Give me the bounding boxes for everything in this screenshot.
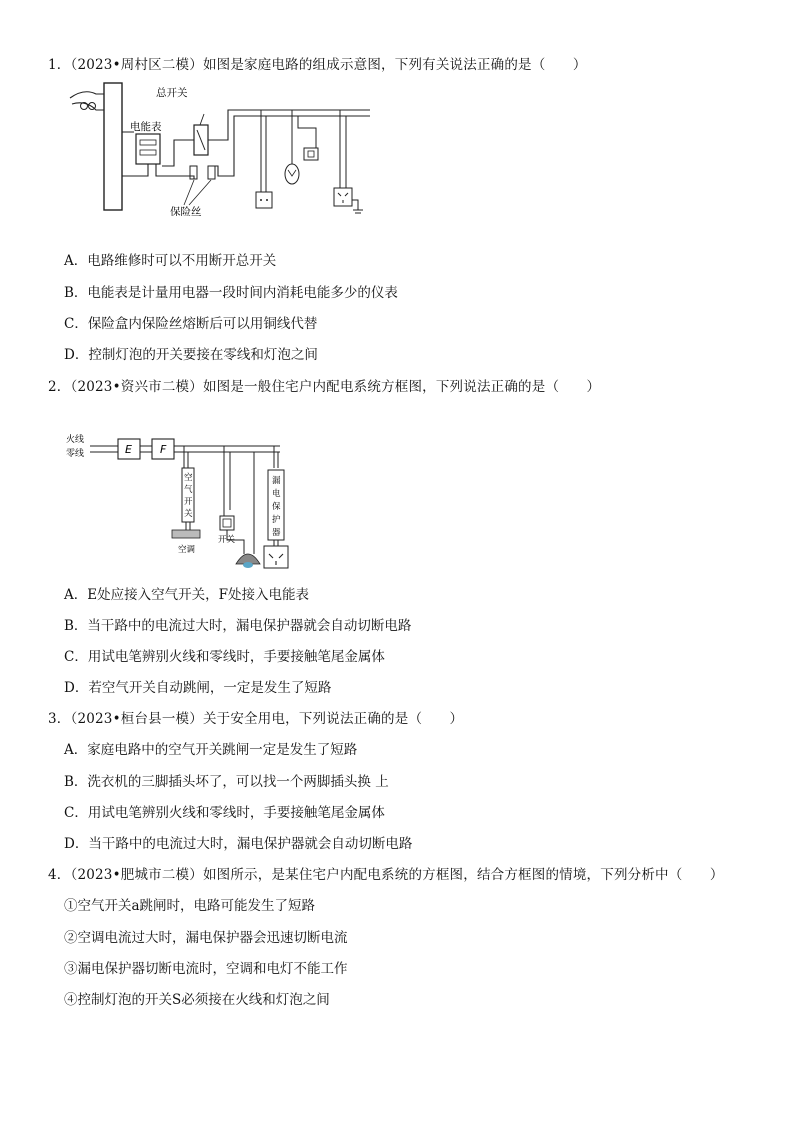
q1-option-a: A．电路维修时可以不用断开总开关: [64, 253, 277, 269]
q3-option-c: C．用试电笔辨别火线和零线时，手要接触笔尾金属体: [64, 805, 385, 821]
svg-text:E: E: [125, 443, 132, 456]
svg-text:漏: 漏: [272, 476, 281, 486]
q2-option-d: D．若空气开关自动跳闸，一定是发生了短路: [64, 680, 332, 696]
switch-label: 开关: [218, 535, 236, 545]
aircon-unit: [172, 530, 200, 538]
q3-option-d: D．当干路中的电流过大时，漏电保护器就会自动切断电路: [64, 836, 413, 852]
svg-text:保: 保: [272, 502, 281, 512]
svg-text:气: 气: [184, 485, 193, 495]
q1-option-b: B．电能表是计量用电器一段时间内消耗电能多少的仪表: [64, 285, 398, 301]
aircon-label: 空调: [178, 545, 196, 555]
distribution-block-diagram: [64, 430, 304, 580]
q4-statement-4: ④控制灯泡的开关S必须接在火线和灯泡之间: [64, 992, 330, 1008]
fuse-label: 保险丝: [170, 206, 202, 216]
light-bulb: [285, 164, 299, 184]
svg-text:关: 关: [184, 509, 193, 519]
energy-meter: [136, 134, 160, 164]
fuse-right: [208, 166, 215, 179]
neutral-wire-label: 零线: [66, 449, 85, 459]
meter-label: 电能表: [130, 121, 162, 133]
svg-text:F: F: [160, 443, 167, 456]
q1-option-c: C．保险盒内保险丝熔断后可以用铜线代替: [64, 316, 318, 332]
svg-text:开: 开: [184, 497, 193, 507]
q4-statement-3: ③漏电保护器切断电流时，空调和电灯不能工作: [64, 961, 348, 977]
main-switch-label: 总开关: [156, 87, 188, 99]
household-circuit-figure: [66, 80, 376, 216]
svg-text:器: 器: [272, 528, 281, 538]
svg-text:空: 空: [184, 473, 193, 483]
socket-3pin: [334, 188, 352, 206]
question-1-stem: 1．（2023•周村区二模）如图是家庭电路的组成示意图，下列有关说法正确的是（ ）: [48, 57, 587, 73]
svg-text:电: 电: [272, 489, 281, 499]
socket-1: [256, 192, 272, 208]
live-wire-label: 火线: [66, 435, 85, 445]
wall-switch: [304, 148, 318, 160]
q1-option-d: D．控制灯泡的开关要接在零线和灯泡之间: [64, 347, 318, 363]
q4-statement-2: ②空调电流过大时，漏电保护器会迅速切断电流: [64, 930, 348, 946]
lamp-switch: [220, 516, 234, 530]
question-3-stem: 3．（2023•桓台县一模）关于安全用电，下列说法正确的是（ ）: [48, 711, 464, 727]
q4-statement-1: ①空气开关a跳闸时，电路可能发生了短路: [64, 898, 316, 914]
q3-option-b: B．洗衣机的三脚插头坏了，可以找一个两脚插头换 上: [64, 774, 389, 790]
q2-option-b: B．当干路中的电流过大时，漏电保护器就会自动切断电路: [64, 618, 412, 634]
wall-pole: [104, 83, 122, 210]
svg-text:护: 护: [272, 515, 281, 525]
q2-option-c: C．用试电笔辨别火线和零线时，手要接触笔尾金属体: [64, 649, 385, 665]
question-2-stem: 2．（2023•资兴市二模）如图是一般住宅户内配电系统方框图，下列说法正确的是（ ）: [48, 379, 601, 395]
q3-option-a: A．家庭电路中的空气开关跳闸一定是发生了短路: [64, 742, 358, 758]
q2-option-a: A．E处应接入空气开关，F处接入电能表: [64, 587, 309, 603]
question-4-stem: 4．（2023•肥城市二模）如图所示，是某住宅户内配电系统的方框图，结合方框图的情境，下列分析中（ ）: [48, 867, 724, 883]
